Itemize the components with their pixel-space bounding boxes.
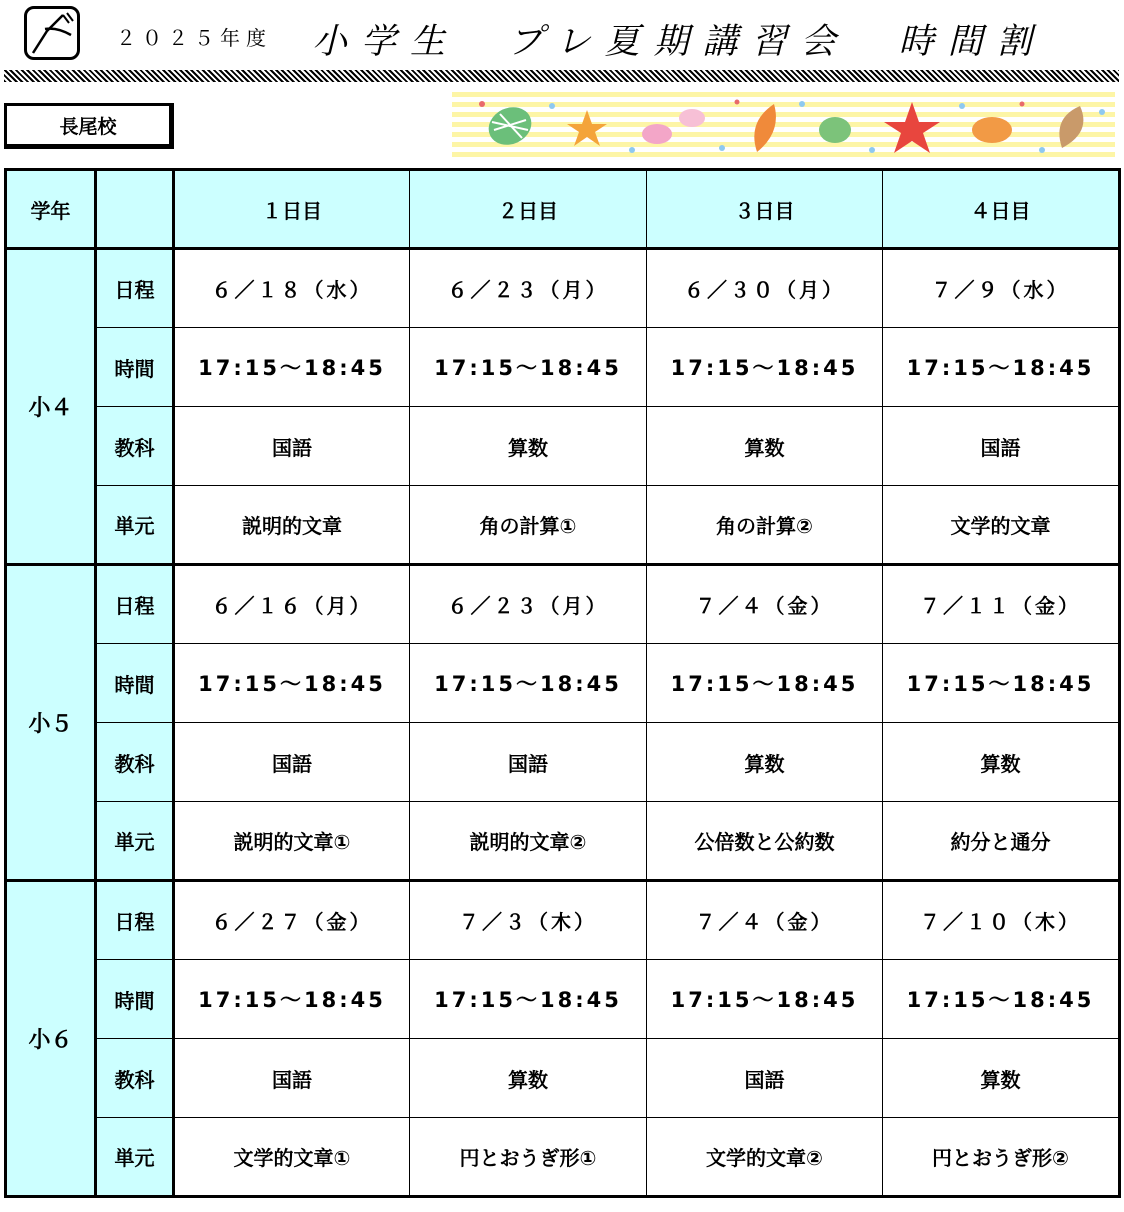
table-row xyxy=(6,407,1120,486)
table-row xyxy=(6,644,1120,723)
unit-cell: 円とおうぎ形① xyxy=(410,1118,647,1197)
table-row xyxy=(6,1039,1120,1118)
grade-cell: 小６ xyxy=(6,881,96,1197)
time-cell: 17:15～18:45 xyxy=(883,644,1120,723)
time-cell: 17:15～18:45 xyxy=(647,644,883,723)
unit-cell: 角の計算② xyxy=(647,486,883,565)
row-label: 時間 xyxy=(96,644,174,723)
unit-cell: 約分と通分 xyxy=(883,802,1120,881)
day-header: １日目 xyxy=(174,170,410,249)
row-label: 時間 xyxy=(96,328,174,407)
date-cell: ７／３（木） xyxy=(410,881,647,960)
row-label: 日程 xyxy=(96,881,174,960)
date-cell: ７／９（水） xyxy=(883,249,1120,328)
time-cell: 17:15～18:45 xyxy=(410,960,647,1039)
row-label: 単元 xyxy=(96,802,174,881)
grade-cell: 小５ xyxy=(6,565,96,881)
time-cell: 17:15～18:45 xyxy=(174,644,410,723)
unit-cell: 文学的文章① xyxy=(174,1118,410,1197)
subject-cell: 算数 xyxy=(647,723,883,802)
table-row xyxy=(6,723,1120,802)
date-cell: ７／１１（金） xyxy=(883,565,1120,644)
header-divider xyxy=(4,70,1119,82)
starfish-icon xyxy=(567,110,607,146)
grade-cell: 小４ xyxy=(6,249,96,565)
time-cell: 17:15～18:45 xyxy=(883,328,1120,407)
subject-cell: 算数 xyxy=(647,407,883,486)
row-label: 教科 xyxy=(96,1039,174,1118)
subject-cell: 国語 xyxy=(174,723,410,802)
school-name: 長尾校 xyxy=(4,103,174,149)
logo-icon xyxy=(24,6,80,60)
seashell-banner xyxy=(452,92,1115,160)
unit-cell: 角の計算① xyxy=(410,486,647,565)
subject-cell: 算数 xyxy=(410,407,647,486)
unit-cell: 文学的文章② xyxy=(647,1118,883,1197)
date-cell: ７／４（金） xyxy=(647,565,883,644)
subject-cell: 国語 xyxy=(410,723,647,802)
subject-cell: 国語 xyxy=(174,1039,410,1118)
unit-cell: 説明的文章 xyxy=(174,486,410,565)
header-row xyxy=(6,170,1120,249)
date-cell: ６／３０（月） xyxy=(647,249,883,328)
unit-cell: 説明的文章② xyxy=(410,802,647,881)
seashell-icon xyxy=(754,104,776,152)
table-row xyxy=(6,328,1120,407)
table-row xyxy=(6,1118,1120,1197)
time-cell: 17:15～18:45 xyxy=(647,328,883,407)
row-label: 教科 xyxy=(96,723,174,802)
date-cell: ６／１６（月） xyxy=(174,565,410,644)
unit-cell: 公倍数と公約数 xyxy=(647,802,883,881)
date-cell: ７／１０（木） xyxy=(883,881,1120,960)
time-cell: 17:15～18:45 xyxy=(647,960,883,1039)
table-row xyxy=(6,960,1120,1039)
date-cell: ６／２３（月） xyxy=(410,249,647,328)
subject-cell: 算数 xyxy=(410,1039,647,1118)
row-label: 単元 xyxy=(96,1118,174,1197)
time-cell: 17:15～18:45 xyxy=(410,328,647,407)
page-title: 小学生 プレ夏期講習会 時間割 xyxy=(312,22,1046,62)
subject-cell: 国語 xyxy=(883,407,1120,486)
seashell-icon xyxy=(482,100,537,151)
date-cell: ６／２７（金） xyxy=(174,881,410,960)
timetable xyxy=(4,168,1121,1198)
unit-cell: 文学的文章 xyxy=(883,486,1120,565)
day-header: ４日目 xyxy=(883,170,1120,249)
seashell-icon xyxy=(1059,106,1083,148)
table-row xyxy=(6,802,1120,881)
date-cell: ６／１８（水） xyxy=(174,249,410,328)
row-label: 単元 xyxy=(96,486,174,565)
subject-cell: 算数 xyxy=(883,723,1120,802)
table-row xyxy=(6,881,1120,960)
year-label: ２０２５年度 xyxy=(116,26,272,50)
row-label: 時間 xyxy=(96,960,174,1039)
starfish-icon xyxy=(884,102,940,153)
time-cell: 17:15～18:45 xyxy=(883,960,1120,1039)
subject-cell: 国語 xyxy=(174,407,410,486)
subject-cell: 国語 xyxy=(647,1039,883,1118)
grade-header: 学年 xyxy=(6,170,96,249)
label-header xyxy=(96,170,174,249)
row-label: 教科 xyxy=(96,407,174,486)
unit-cell: 説明的文章① xyxy=(174,802,410,881)
row-label: 日程 xyxy=(96,249,174,328)
row-label: 日程 xyxy=(96,565,174,644)
time-cell: 17:15～18:45 xyxy=(174,328,410,407)
subject-cell: 算数 xyxy=(883,1039,1120,1118)
date-cell: ６／２３（月） xyxy=(410,565,647,644)
time-cell: 17:15～18:45 xyxy=(174,960,410,1039)
table-row xyxy=(6,249,1120,328)
day-header: ２日目 xyxy=(410,170,647,249)
day-header: ３日目 xyxy=(647,170,883,249)
table-row xyxy=(6,565,1120,644)
date-cell: ７／４（金） xyxy=(647,881,883,960)
time-cell: 17:15～18:45 xyxy=(410,644,647,723)
unit-cell: 円とおうぎ形② xyxy=(883,1118,1120,1197)
table-row xyxy=(6,486,1120,565)
